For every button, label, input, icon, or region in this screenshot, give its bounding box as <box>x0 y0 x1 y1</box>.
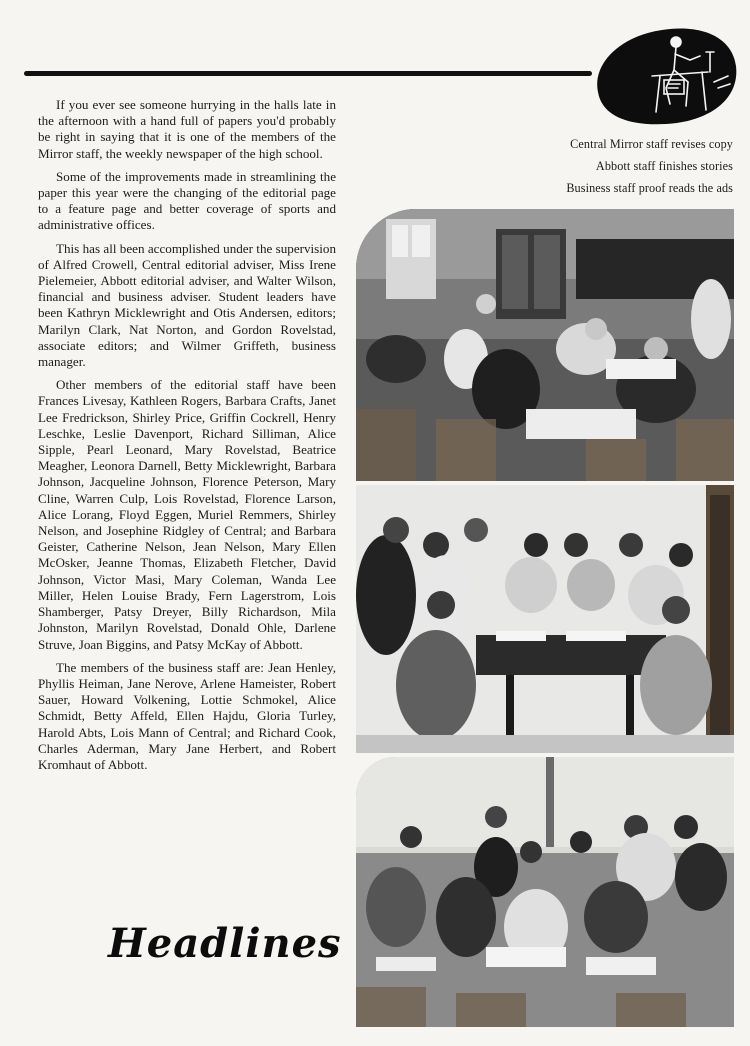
header-rule <box>24 71 592 76</box>
paragraph-business-staff: The members of the business staff are: Jean Henley, Phyllis Heiman, Jane Nerove, Arlene Hameister, Robert Sauer, Howard Volkening, Lottie Schmokel, Alice Schmidt, Betty Affeld, Ellen Hajdu, Gloria Turley, Harold Abts, Lois Mann of Central; and Richard Cook, Charles Aderman, Mary Jane Herbert, and Robert Kromhaut of Abbott. <box>38 659 336 772</box>
section-headline: Headlines <box>108 920 342 967</box>
article-body <box>38 97 336 780</box>
photo-captions <box>473 133 733 199</box>
photo-abbott-staff <box>356 485 734 753</box>
photo-central-mirror-staff <box>356 209 734 481</box>
paragraph-improvements: Some of the improvements made in streamlining the paper this year were the changing of the editorial page to a feature page and better coverage of sports and administrative offices. <box>38 168 336 233</box>
paragraph-editorial-staff: Other members of the editorial staff have been Frances Livesay, Kathleen Rogers, Barbara Crafts, Janet Lee Fredrickson, Shirley Price, Griffin Cockrell, Henry Leschke, Leslie Davenport, Richard Silliman, Alice Sipple, Pearl Leonard, Mary Rovelstad, Beatrice Meagher, Leonora Darnell, Betty Micklewright, Barbara Johnson, Jacqueline Johnson, Florence Peterson, Mary Cline, Warren Culp, Lois Rovelstad, Florence Larson, Alice Lorang, Floyd Eggen, Muriel Remmers, Shirley Nelson, and Josephine Ridgley of Central; and Barbara Geister, Catherine Nelson, Jean Nelson, Mary Ellen McOsker, Jeanne Thomas, Elizabeth Fletcher, David Johnson, Victor Masi, Mary Coleman, Wanda Lee Miller, Helen Louise Brady, Fern Lagerstrom, Lois Shamberger, Patsy Dreyer, Billy Richardson, Mila Johnston, Marilyn Rovelstad, Donald Ohle, Darlene Struve, Joan Biggins, and Patsy McKay of Abbott. <box>38 377 336 652</box>
caption-business-staff: Business staff proof reads the ads <box>566 181 733 195</box>
writer-at-desk-illustration <box>590 22 738 126</box>
paragraph-advisers: This has all been accomplished under the supervision of Alfred Crowell, Central editorial adviser, Miss Irene Pielemeier, Abbott editorial adviser, and Walter Wilson, financial and business adviser. Student leaders have been Kathryn Micklewright and Otis Andersen, editors; Marilyn Clark, Nat Norton, and Gordon Rovelstad, associate editors; and Wilmer Griffeth, business manager. <box>38 240 336 370</box>
caption-abbott-staff: Abbott staff finishes stories <box>595 159 733 173</box>
photo-business-staff <box>356 757 734 1027</box>
caption-central-mirror: Central Mirror staff revises copy <box>570 137 733 151</box>
paragraph-intro: If you ever see someone hurrying in the halls late in the afternoon with a hand full of papers you'd probably be right in saying that it is one of the members of the Mirror staff, the weekly newspaper of the high school. <box>38 97 336 161</box>
